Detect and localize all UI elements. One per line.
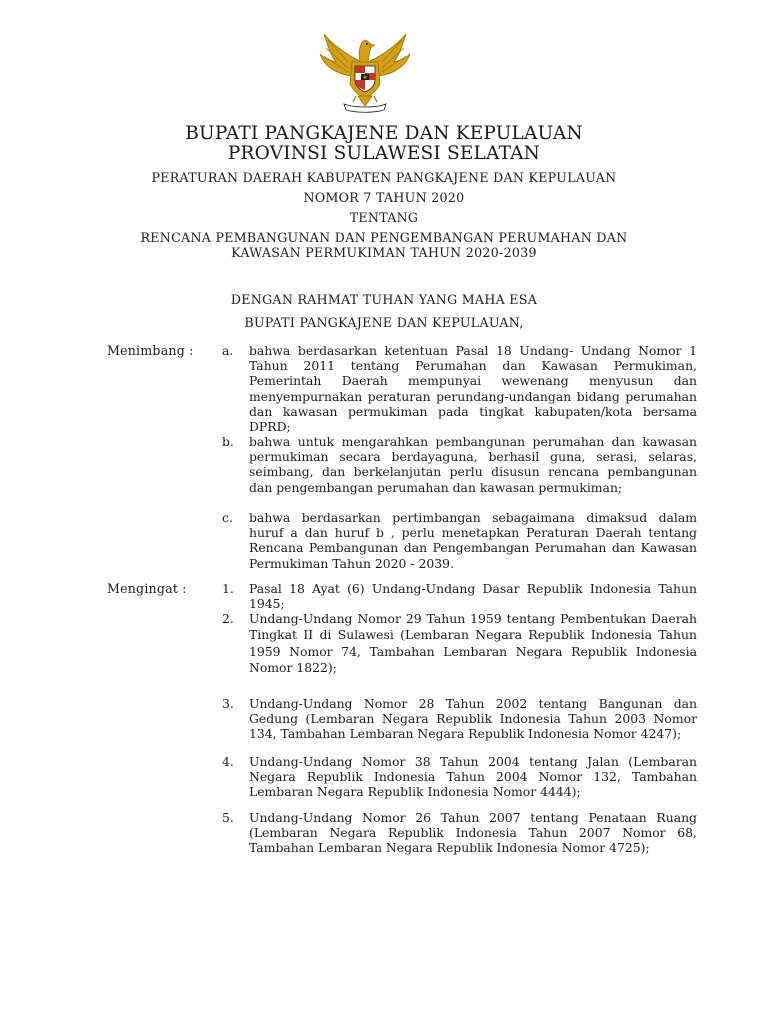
- blessing-line: DENGAN RAHMAT TUHAN YANG MAHA ESA: [230, 292, 538, 307]
- menimbang-item-a: bahwa berdasarkan ketentuan Pasal 18 Undang- Undang Nomor 1 Tahun 2011 tentang Perumahan dan Kawasan Permukiman, Pemerintah Daerah mempunyai wewenang menyusun dan menyempurnakan peraturan perundang-undangan bidang perumahan dan kawasan permukiman pada tingkat kabupaten/kota bersama DPRD;: [249, 343, 697, 435]
- regulation-title: PERATURAN DAERAH KABUPATEN PANGKAJENE DAN KEPULAUAN: [151, 170, 617, 185]
- list-marker: 4.: [222, 754, 234, 769]
- mengingat-item-3: Undang-Undang Nomor 28 Tahun 2002 tentang Bangunan dan Gedung (Lembaran Negara Republik Indonesia Tahun 2003 Nomor 134, Tambahan Lembaran Negara Republik Indonesia Nomor 4247);: [249, 696, 697, 742]
- mengingat-item-5: Undang-Undang Nomor 26 Tahun 2007 tentang Penataan Ruang (Lembaran Negara Republik Indonesia Tahun 2007 Nomor 68, Tambahan Lembaran Negara Republik Indonesia Nomor 4725);: [249, 810, 697, 856]
- list-marker: b.: [222, 434, 234, 449]
- province-title: PROVINSI SULAWESI SELATAN: [227, 143, 541, 164]
- regulation-number: NOMOR 7 TAHUN 2020: [303, 190, 465, 205]
- list-marker: 3.: [222, 696, 234, 711]
- mengingat-label: Mengingat :: [107, 581, 187, 596]
- mengingat-item-4: Undang-Undang Nomor 38 Tahun 2004 tentang Jalan (Lembaran Negara Republik Indonesia Tahun 2004 Nomor 132, Tambahan Lembaran Negara Republik Indonesia Nomor 4444);: [249, 754, 697, 800]
- list-marker: a.: [222, 343, 234, 358]
- garuda-emblem-icon: [318, 32, 412, 114]
- menimbang-item-c: bahwa berdasarkan pertimbangan sebagaimana dimaksud dalam huruf a dan huruf b , perlu menetapkan Peraturan Daerah tentang Rencana Pembangunan dan Pengembangan Perumahan dan Kawasan Permukiman Tahun 2020 - 2039.: [249, 510, 697, 571]
- about-heading: TENTANG: [349, 210, 419, 225]
- subject-line-1: RENCANA PEMBANGUNAN DAN PENGEMBANGAN PERUMAHAN DAN: [140, 230, 628, 245]
- subject-line-2: KAWASAN PERMUKIMAN TAHUN 2020-2039: [231, 245, 537, 260]
- list-marker: c.: [222, 510, 233, 525]
- authority-line: BUPATI PANGKAJENE DAN KEPULAUAN,: [244, 315, 524, 330]
- menimbang-item-b: bahwa untuk mengarahkan pembangunan perumahan dan kawasan permukiman secara berdayaguna, berhasil guna, serasi, selaras, seimbang, dan berkelanjutan perlu disusun rencana pembangunan dan pengembangan perumahan dan kawasan permukiman;: [249, 434, 697, 495]
- mengingat-item-2: Undang-Undang Nomor 29 Tahun 1959 tentang Pembentukan Daerah Tingkat II di Sulawesi (Lembaran Negara Republik Indonesia Tahun 1959 Nomor 74, Tambahan Lembaran Negara Republik Indonesia Nomor 1822);: [249, 611, 697, 676]
- list-marker: 1.: [222, 581, 234, 596]
- mengingat-item-1: Pasal 18 Ayat (6) Undang-Undang Dasar Republik Indonesia Tahun 1945;: [249, 581, 697, 612]
- regent-title: BUPATI PANGKAJENE DAN KEPULAUAN: [185, 123, 583, 144]
- menimbang-label: Menimbang :: [107, 343, 194, 358]
- list-marker: 5.: [222, 810, 234, 825]
- list-marker: 2.: [222, 611, 234, 626]
